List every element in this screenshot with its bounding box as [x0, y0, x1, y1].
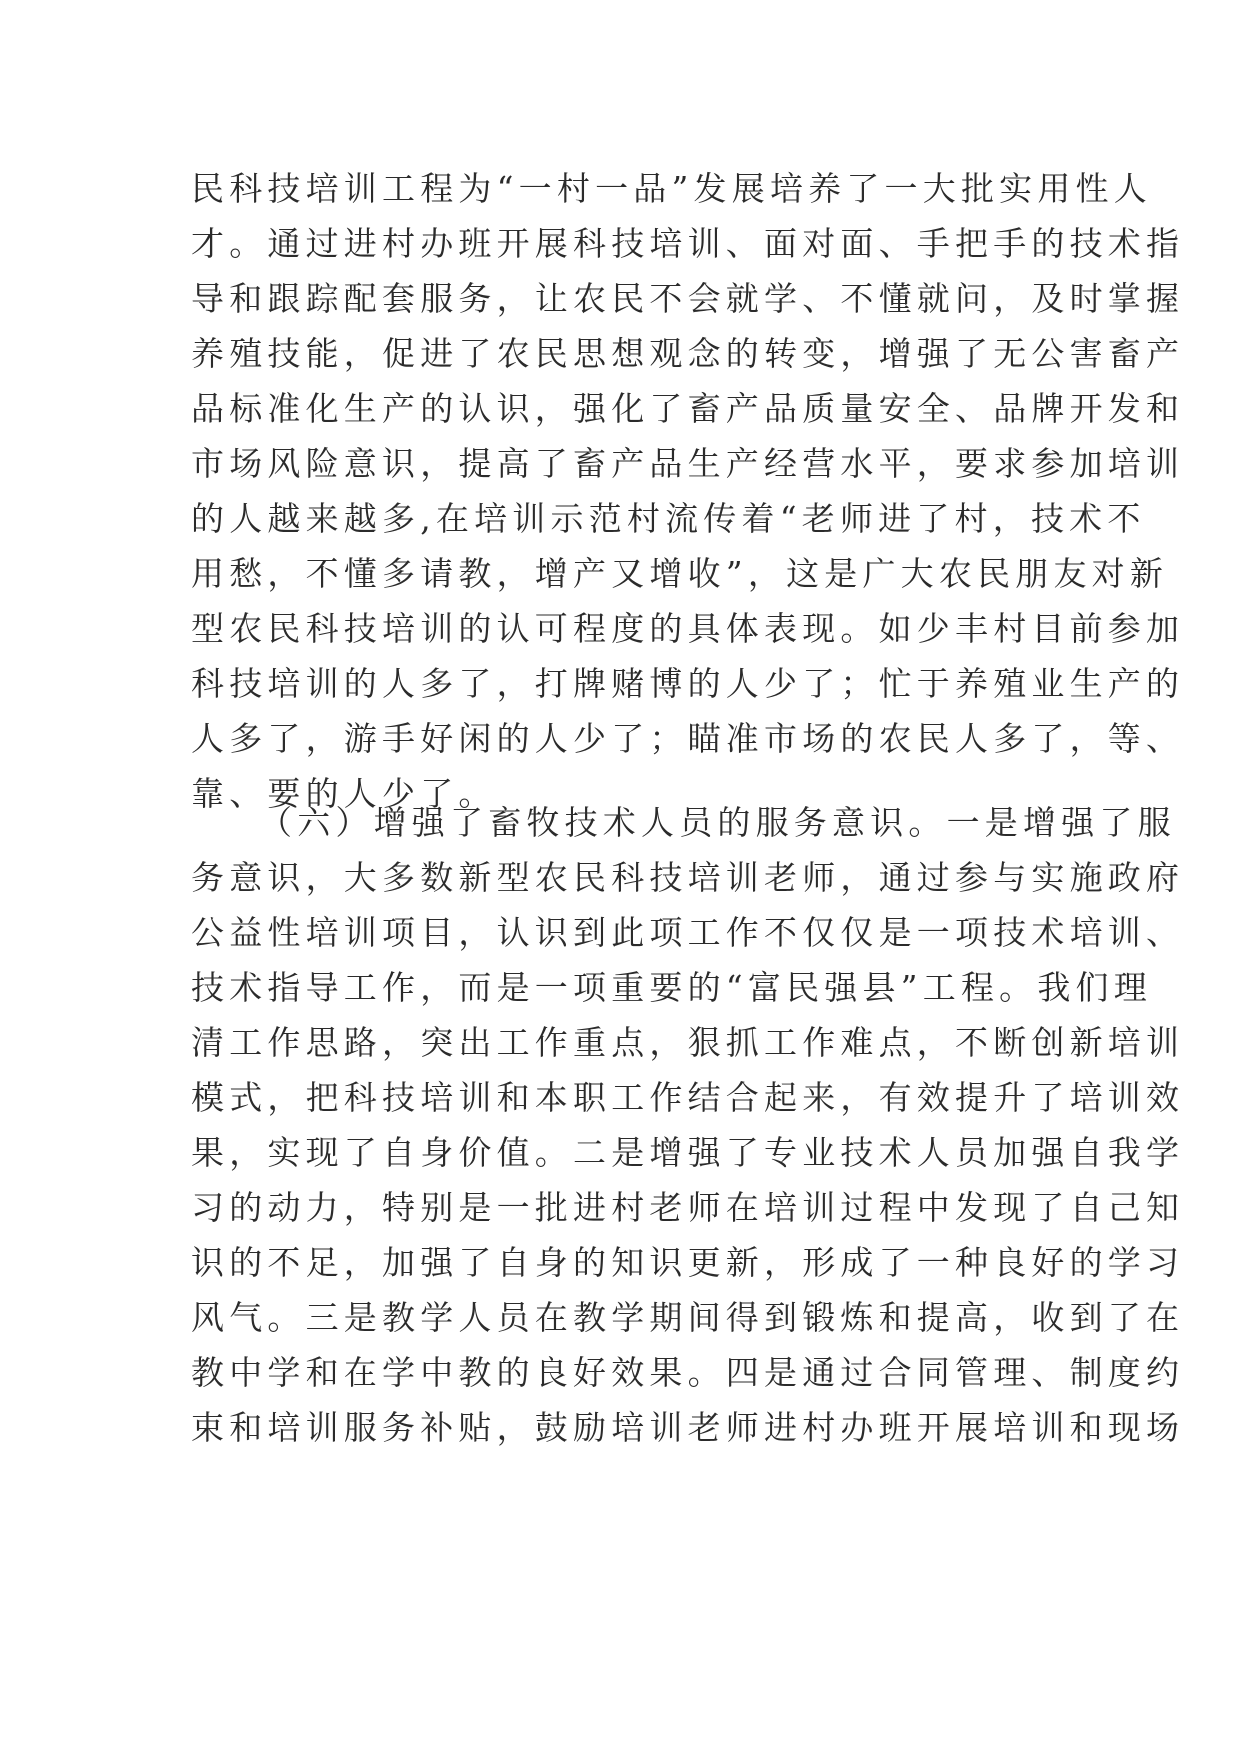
text-line-indented: （六）增强了畜牧技术人员的服务意识。一是增强了服 — [259, 803, 1176, 842]
paragraph-continued — [191, 161, 1185, 821]
text-line: 识的不足，加强了自身的知识更新，形成了一种良好的学习 — [191, 1243, 1185, 1282]
text-line: 习的动力，特别是一批进村老师在培训过程中发现了自己知 — [191, 1188, 1185, 1227]
text-line: 务意识，大多数新型农民科技培训老师，通过参与实施政府 — [191, 858, 1185, 897]
text-line: 用愁，不懂多请教，增产又增收”，这是广大农民朋友对新 — [191, 554, 1169, 593]
text-line: 束和培训服务补贴，鼓励培训老师进村办班开展培训和现场 — [191, 1408, 1185, 1447]
text-line: 公益性培训项目，认识到此项工作不仅仅是一项技术培训、 — [191, 913, 1185, 952]
text-line: 清工作思路，突出工作重点，狠抓工作难点，不断创新培训 — [191, 1023, 1185, 1062]
text-line: 养殖技能，促进了农民思想观念的转变，增强了无公害畜产 — [191, 334, 1185, 373]
text-line: 风气。三是教学人员在教学期间得到锻炼和提高，收到了在 — [191, 1298, 1185, 1337]
text-line: 模式，把科技培训和本职工作结合起来，有效提升了培训效 — [191, 1078, 1185, 1117]
text-line: 科技培训的人多了，打牌赌博的人少了；忙于养殖业生产的 — [191, 664, 1185, 703]
text-line: 的人越来越多,在培训示范村流传着“老师进了村，技术不 — [191, 499, 1146, 538]
text-line: 品标准化生产的认识，强化了畜产品质量安全、品牌开发和 — [191, 389, 1185, 428]
text-line: 教中学和在学中教的良好效果。四是通过合同管理、制度约 — [191, 1353, 1185, 1392]
text-line: 才。通过进村办班开展科技培训、面对面、手把手的技术指 — [191, 224, 1185, 263]
text-line: 果，实现了自身价值。二是增强了专业技术人员加强自我学 — [191, 1133, 1185, 1172]
text-line: 人多了，游手好闲的人少了；瞄准市场的农民人多了，等、 — [191, 719, 1185, 758]
text-line: 靠、要的人少了。 — [191, 774, 497, 813]
paragraph-section-six — [191, 795, 1185, 1455]
text-line: 民科技培训工程为“一村一品”发展培养了一大批实用性人 — [191, 169, 1152, 208]
text-line: 技术指导工作，而是一项重要的“富民强县”工程。我们理 — [191, 968, 1152, 1007]
text-line: 市场风险意识，提高了畜产品生产经营水平，要求参加培训 — [191, 444, 1185, 483]
text-line: 型农民科技培训的认可程度的具体表现。如少丰村目前参加 — [191, 609, 1185, 648]
text-line: 导和跟踪配套服务，让农民不会就学、不懂就问，及时掌握 — [191, 279, 1185, 318]
